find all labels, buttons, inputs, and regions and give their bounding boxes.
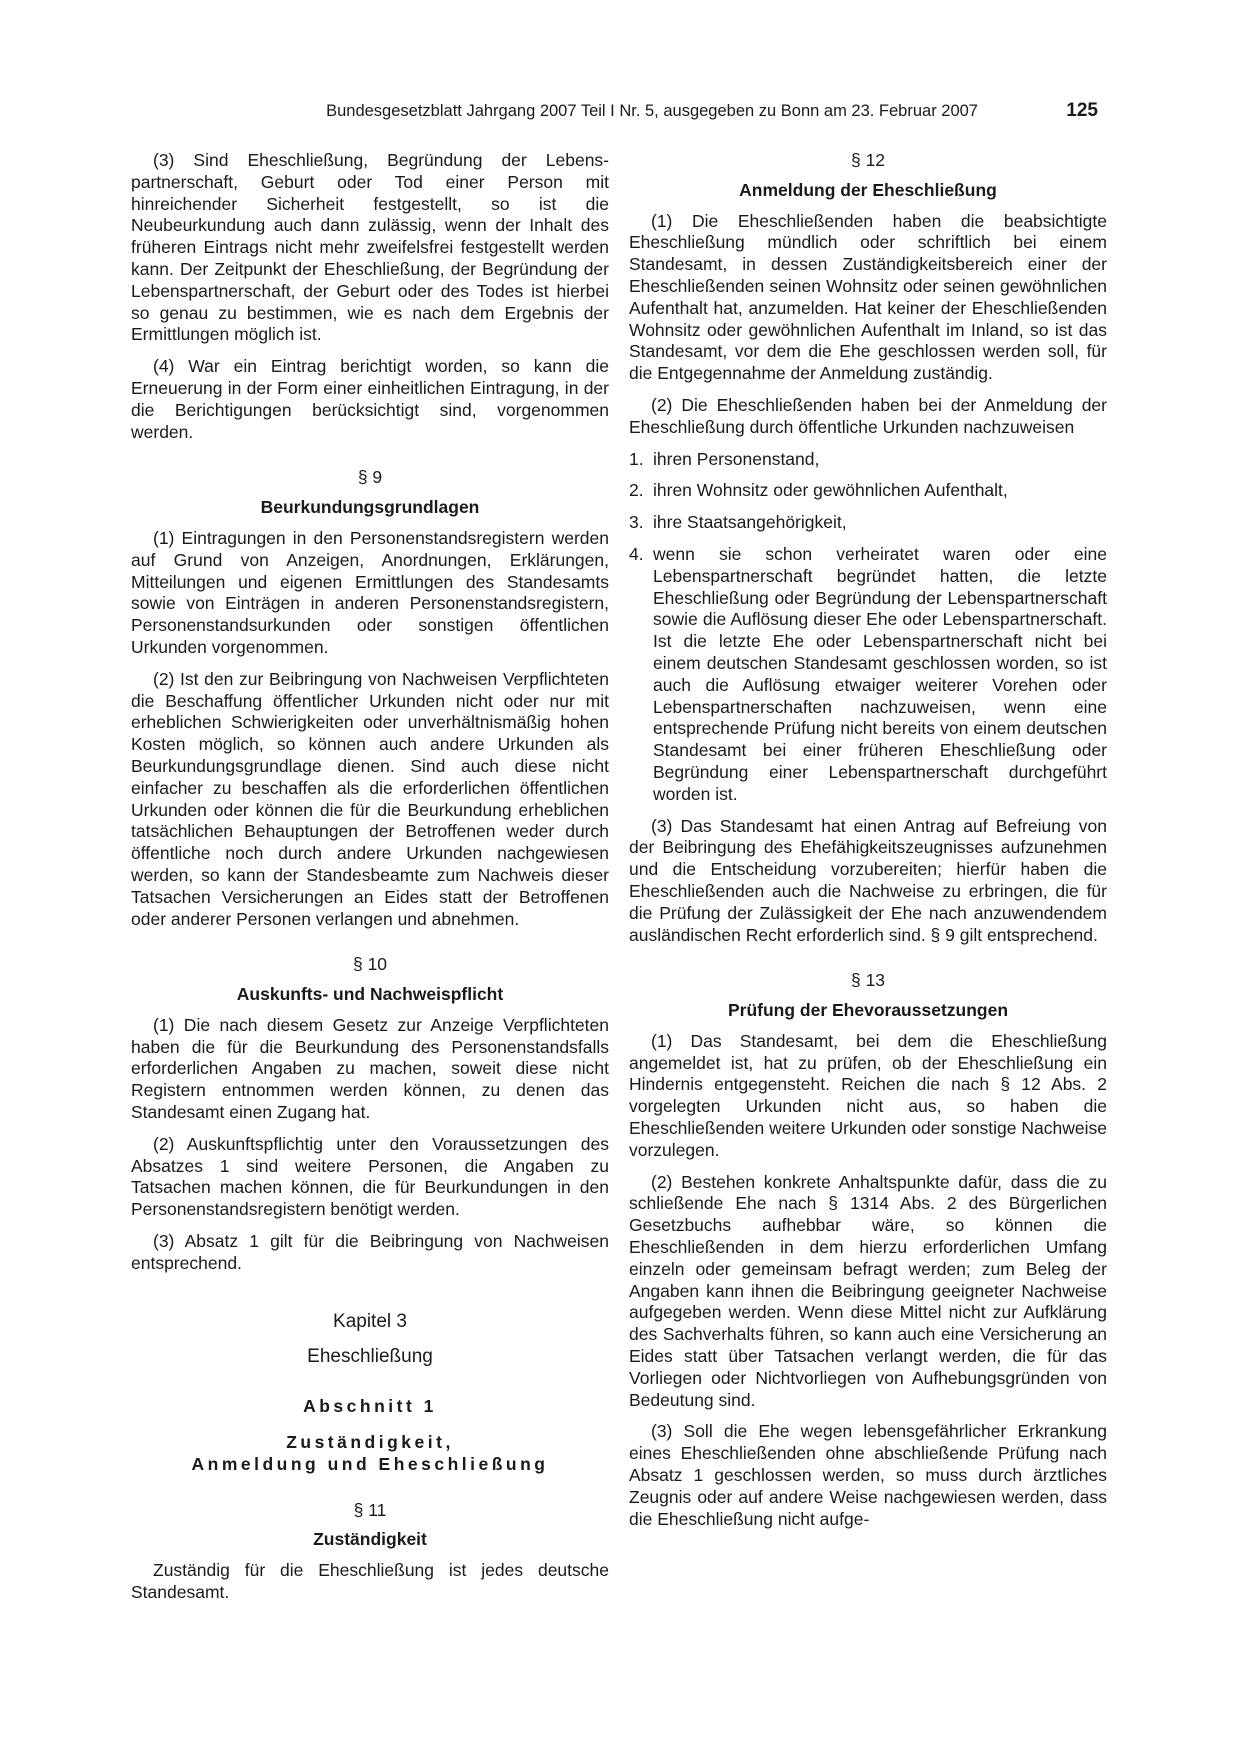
paragraph-13-2: (2) Bestehen konkrete Anhaltspunkte dafür, dass die zu schließende Ehe nach § 1314 Abs. 2 des Bürgerlichen Gesetzbuchs aufhebbar wäre, so können die Eheschließenden in dem hierzu erforderlichen Umfang einzeln oder gemeinsam befragt werden; zum Beleg der Angaben kann ihnen die Beibringung geeigneter Nachweise aufgegeben werden. Wenn diese Mittel nicht zur Aufklärung des Sachverhalts führen, so kann auch eine Versicherung an Eides statt über Tatsachen verlangt werden, die für das Vorliegen oder Nichtvorliegen von Aufhebungsgründen von Bedeutung sind.: [629, 1171, 1107, 1410]
chapter-heading: Kapitel 3: [333, 1310, 407, 1332]
paragraph-12-1: (1) Die Eheschließenden haben die beabsichtigte Eheschließung mündlich oder schriftlich bei einem Standesamt, in dessen Zuständigkeitsbereich einer der Eheschließenden seinen Wohnsitz oder seinen gewöhnlichen Aufenthalt hat, anzumelden. Hat keiner der Eheschließenden Wohnsitz oder gewöhnlichen Aufenthalt im Inland, so ist das Standesamt, vor dem die Ehe geschlossen werden soll, für die Entgegennahme der Anmeldung zuständig.: [629, 210, 1107, 384]
list-number: 1.: [629, 448, 644, 469]
paragraph-11: Zuständig für die Eheschließung ist jedes deutsche Standesamt.: [131, 1560, 609, 1603]
paragraph-13-1: (1) Das Standesamt, bei dem die Eheschließung angemeldet ist, hat zu prüfen, ob der Eheschließung ein Hindernis entgegensteht. Reichen die nach § 12 Abs. 2 vorgelegten Urkunden nicht aus, so haben die Eheschließenden weitere Urkunden oder sonstige Nachweise vorzulegen.: [629, 1030, 1107, 1160]
paragraph-10-2: (2) Auskunftspflichtig unter den Voraussetzungen des Absatzes 1 sind weitere Personen, die Angaben zu Tatsachen machen können, die für Beurkundungen in den Personenstandsregistern benötigt werden.: [131, 1133, 609, 1220]
page-number: 125: [1066, 100, 1098, 121]
subsection-heading: Abschnitt 1: [303, 1396, 437, 1417]
subsection-title-line-2: Anmeldung und Eheschließung: [191, 1453, 549, 1474]
section-13-number: § 13: [850, 970, 886, 991]
paragraph-8-3: (3) Sind Eheschließung, Begründung der Lebens-partnerschaft, Geburt oder Tod einer Person mit hinreichender Sicherheit festgestellt, so ist die Neubeurkundung auch dann zulässig, wenn der Inhalt des früheren Eintrags nicht mehr zweifelsfrei festgestellt werden kann. Der Zeitpunkt der Eheschließung, der Begründung der Lebenspartnerschaft, der Geburt oder des Todes ist hierbei so genau zu bestimmen, wie es nach dem Ergebnis der Ermittlungen möglich ist.: [131, 150, 609, 345]
list-text: ihren Personenstand,: [653, 448, 820, 469]
left-column: [131, 150, 609, 1614]
subsection-title: [131, 1432, 609, 1476]
list-number: 4.: [629, 543, 644, 564]
paragraph-10-3: (3) Absatz 1 gilt für die Beibringung von Nachweisen entsprechend.: [131, 1231, 609, 1273]
paragraph-9-2: (2) Ist den zur Beibringung von Nachweisen Verpflichteten die Beschaffung öffentlicher Urkunden nicht oder nur mit erheblichen Schwierigkeiten oder unverhältnismäßig hohen Kosten möglich, so können auch andere Urkunden als Beurkundungsgrundlage dienen. Sind auch diese nicht einfacher zu beschaffen als die erforderlichen öffentlichen Urkunden oder können die für die Beurkundung erheblichen tatsächlichen Behauptungen der Betroffenen weder durch öffentliche noch durch andere Urkunden nachgewiesen werden, so kann der Standesbeamte zum Nachweis dieser Tatsachen Versicherungen an Eides statt der Betroffenen oder anderer Personen verlangen und abnehmen.: [131, 668, 609, 929]
requirements-list: [629, 449, 1107, 806]
list-text: ihre Staatsangehörigkeit,: [653, 512, 847, 533]
list-item: [629, 512, 1107, 534]
section-11-number: § 11: [353, 1499, 387, 1520]
section-9-title: Beurkundungsgrundlagen: [260, 497, 480, 518]
section-12-number: § 12: [850, 150, 886, 170]
list-item: [629, 544, 1107, 806]
section-12-title: Anmeldung der Eheschließung: [739, 179, 997, 200]
section-10-number: § 10: [352, 954, 388, 975]
paragraph-12-3: (3) Das Standesamt hat einen Antrag auf Befreiung von der Beibringung des Ehefähigkeitszeugnisses aufzunehmen und die Entscheidung vorzubereiten; hierfür haben die Eheschließenden auch die Nachweise zu erbringen, die für die Prüfung der Zulässigkeit der Ehe nach anzuwendendem ausländischen Recht erforderlich sind. § 9 gilt entsprechend.: [629, 815, 1107, 945]
list-item: [629, 449, 1107, 471]
section-11-title: Zuständigkeit: [313, 1529, 427, 1550]
page-header: [130, 100, 1098, 126]
paragraph-12-2: (2) Die Eheschließenden haben bei der Anmeldung der Eheschließung durch öffentliche Urkunden nachzuweisen: [629, 394, 1107, 437]
paragraph-13-3: (3) Soll die Ehe wegen lebensgefährlicher Erkrankung eines Eheschließenden ohne abschließende Prüfung nach Absatz 1 geschlossen werden, so muss durch ärztliches Zeugnis oder auf andere Weise nachgewiesen werden, dass die Eheschließung nicht aufge-: [629, 1421, 1107, 1529]
section-10-title: Auskunfts- und Nachweispflicht: [236, 984, 504, 1005]
section-9-number: § 9: [357, 467, 383, 488]
running-header: Bundesgesetzblatt Jahrgang 2007 Teil I Nr. 5, ausgegeben zu Bonn am 23. Februar 2007: [326, 102, 978, 120]
paragraph-8-4: (4) War ein Eintrag berichtigt worden, so kann die Erneuerung in der Form einer einheitlichen Eintragung, in der die Berichtigungen berücksichtigt sind, vorgenommen werden.: [131, 356, 609, 442]
list-text: wenn sie schon verheiratet waren oder eine Lebenspartnerschaft begründet hatten, die letzte Eheschließung oder Begründung der Lebenspartnerschaft sowie die Auflösung dieser Ehe oder Lebenspartnerschaft. Ist die letzte Ehe oder Lebenspartnerschaft nicht bei einem deutschen Standesamt geschlossen worden, so ist auch die Auflösung etwaiger weiterer Vorehen oder Lebenspartnerschaften nachzuweisen, wenn eine entsprechende Prüfung nicht bereits von einem deutschen Standesamt bei einer früheren Eheschließung oder Begründung einer Lebenspartnerschaft durchgeführt worden ist.: [653, 543, 1107, 804]
right-column: [629, 150, 1107, 1540]
list-number: 2.: [629, 480, 644, 501]
chapter-title: Eheschließung: [307, 1346, 433, 1368]
list-number: 3.: [629, 512, 644, 533]
paragraph-10-1: (1) Die nach diesem Gesetz zur Anzeige Verpflichteten haben die für die Beurkundung des Personenstandsfalls erforderlichen Angaben zu machen, soweit diese nicht Registern entnommen werden können, zu denen das Standesamt einen Zugang hat.: [131, 1014, 609, 1123]
subsection-title-line-1: Zuständigkeit,: [286, 1432, 454, 1453]
paragraph-9-1: (1) Eintragungen in den Personenstandsregistern werden auf Grund von Anzeigen, Anordnungen, Erklärungen, Mitteilungen und eigenen Ermittlungen des Standesamts sowie von Einträgen in anderen Personenstandsregistern, Personenstandsurkunden oder sonstigen öffentlichen Urkunden vorgenommen.: [131, 527, 609, 657]
list-item: [629, 480, 1107, 502]
list-text: ihren Wohnsitz oder gewöhnlichen Aufenthalt,: [653, 480, 1008, 501]
section-13-title: Prüfung der Ehevoraussetzungen: [727, 1000, 1009, 1021]
